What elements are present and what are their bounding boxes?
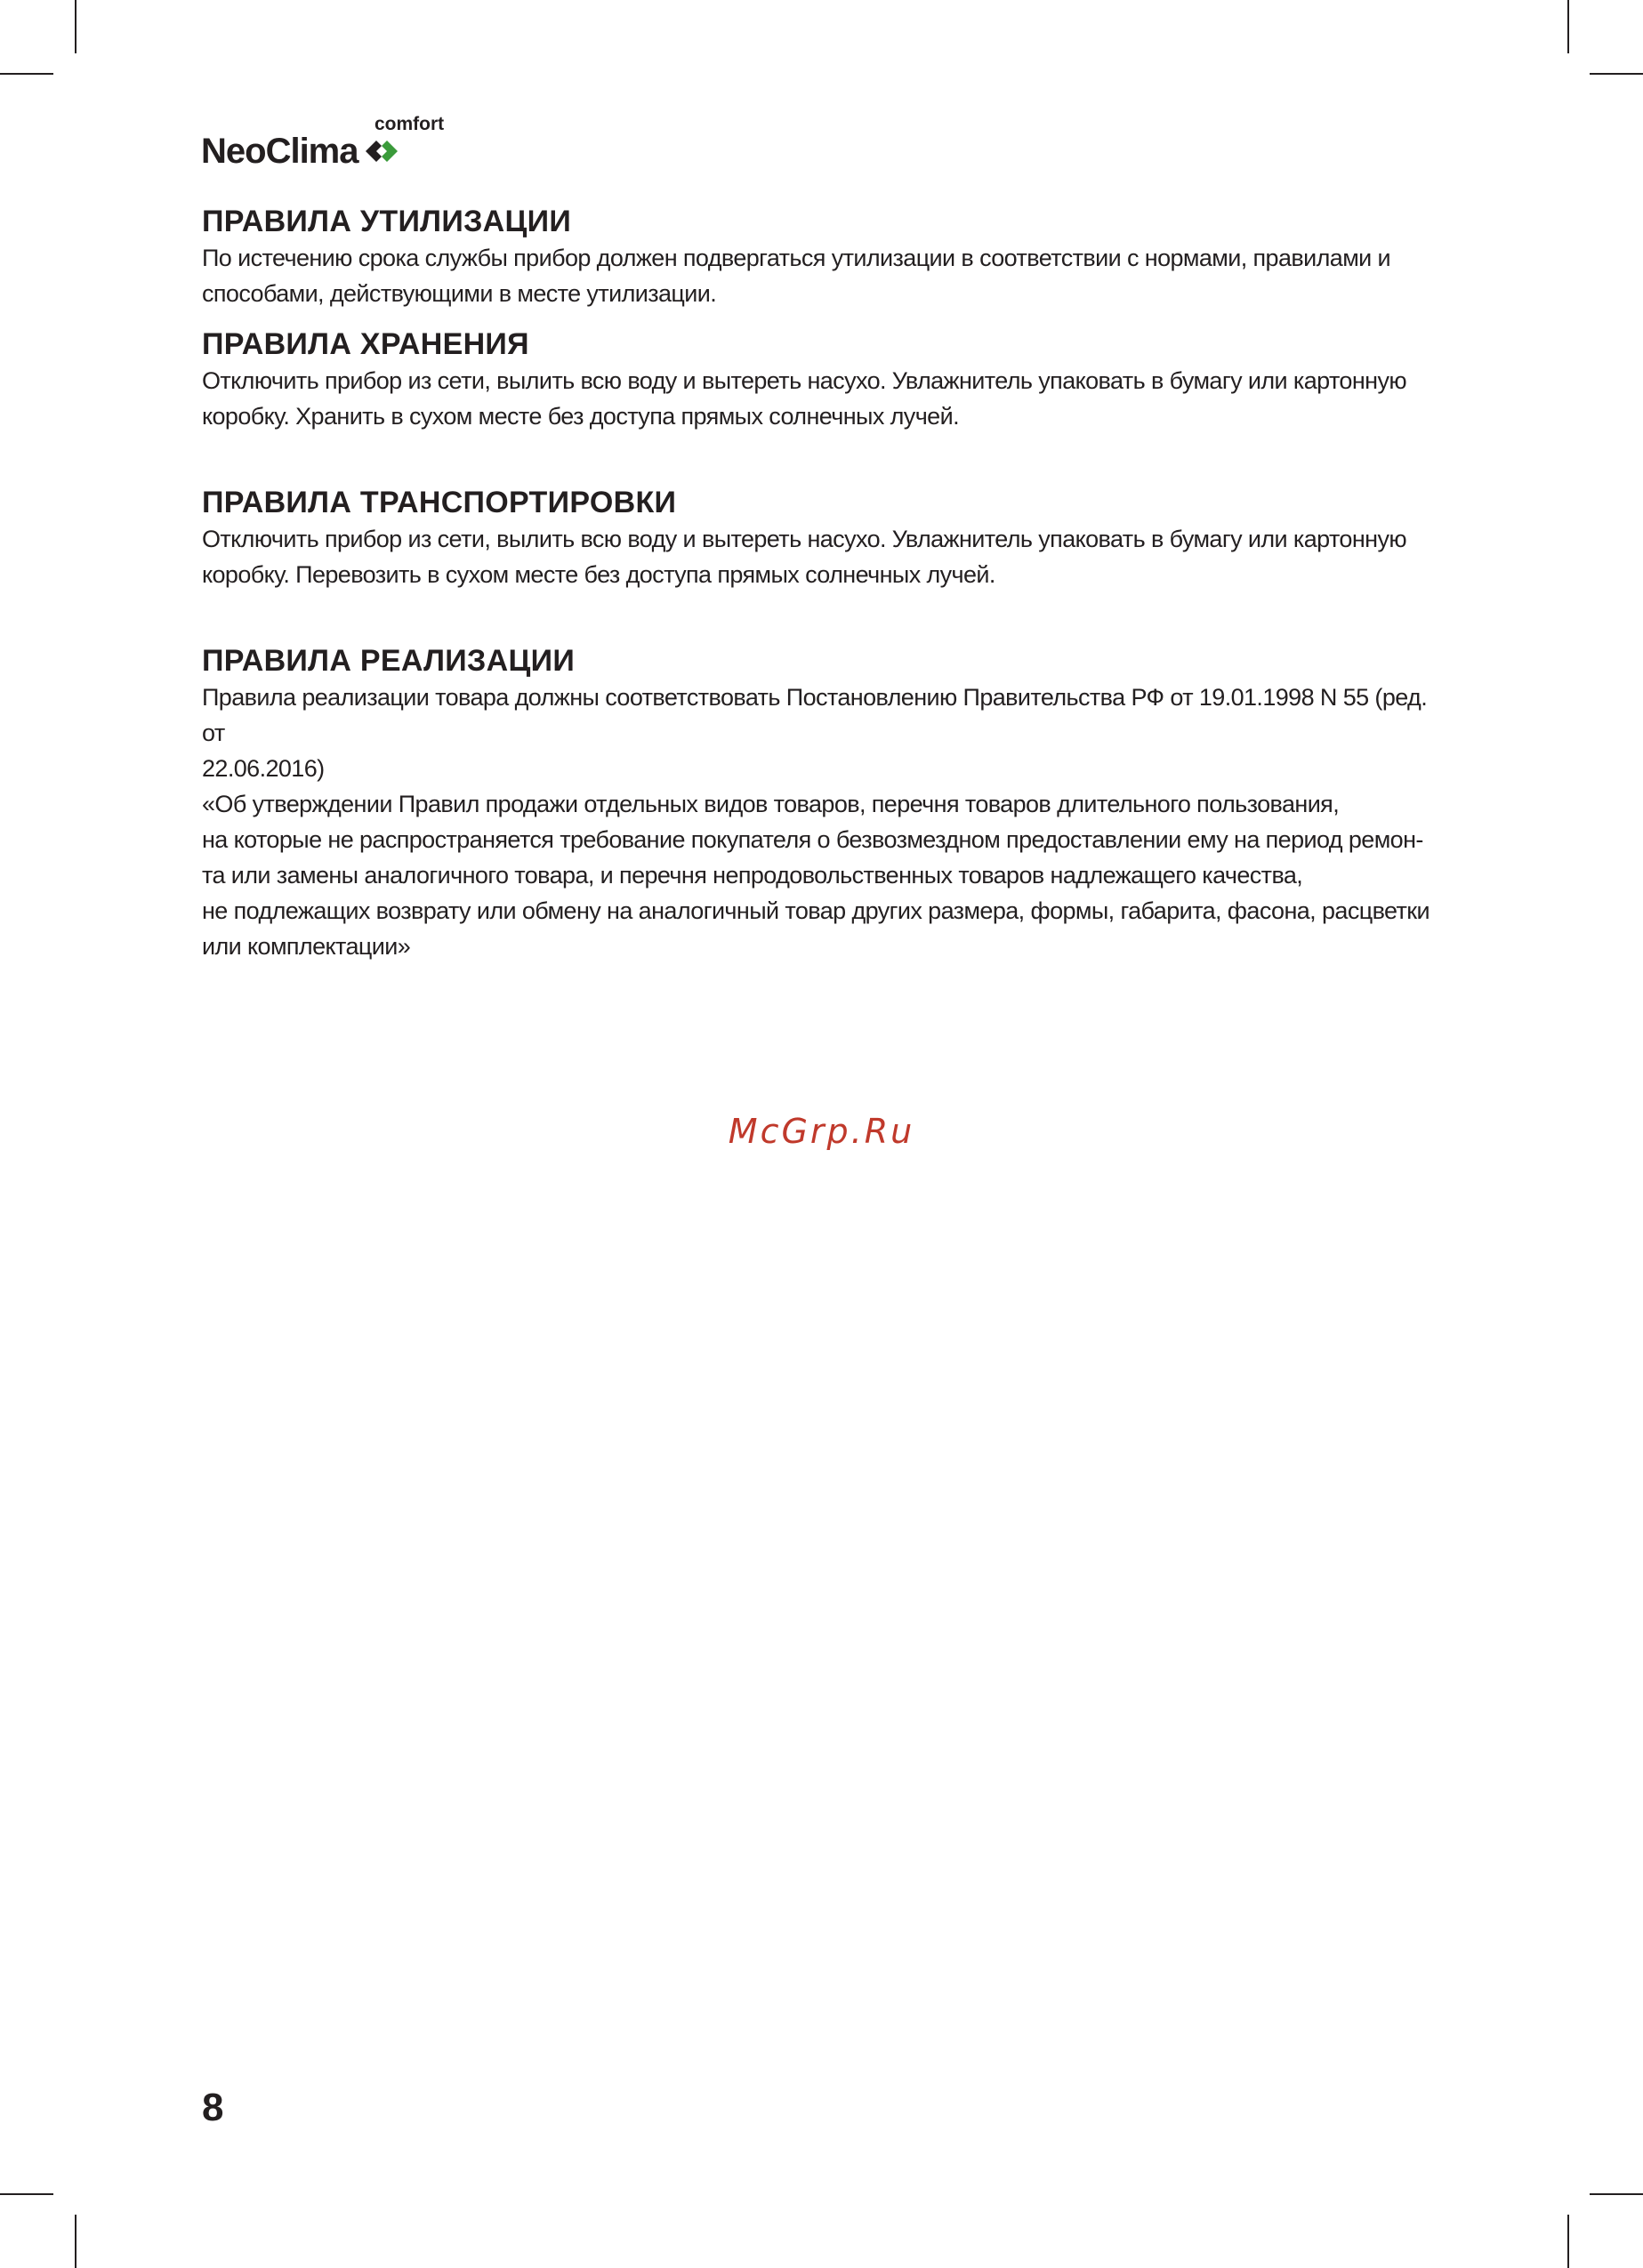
logo-wordmark: NeoClima [201,132,358,171]
paragraph-line: Отключить прибор из сети, вылить всю воду и вытереть насухо. Увлажнитель упаковать в бумагу или картонную [202,526,1406,552]
crop-mark-bottom-left-horizontal [0,2193,53,2195]
paragraph-line: или комплектации» [202,933,411,960]
crop-mark-top-left-horizontal [0,73,53,75]
section-heading: ПРАВИЛА УТИЛИЗАЦИИ [202,205,572,238]
watermark: McGrp.Ru [728,1112,915,1151]
paragraph-line: коробку. Хранить в сухом месте без доступа прямых солнечных лучей. [202,403,959,430]
paragraph-line: Отключить прибор из сети, вылить всю воду и вытереть насухо. Увлажнитель упаковать в бумагу или картонную [202,367,1406,394]
paragraph-line: «Об утверждении Правил продажи отдельных видов товаров, перечня товаров длительного пользования, [202,791,1340,817]
brand-logo [201,114,445,171]
paragraph-line: Правила реализации товара должны соответствовать Постановлению Правительства РФ от 19.01.1998 N 55 (ред. от [202,684,1428,746]
section-transportation [202,484,1438,592]
section-storage [202,326,1438,434]
crop-mark-top-right-vertical [1567,0,1569,53]
paragraph-line: коробку. Перевозить в сухом месте без доступа прямых солнечных лучей. [202,561,995,588]
crop-mark-top-left-vertical [75,0,77,53]
paragraph-line: на которые не распространяется требование покупателя о безвозмездном предоставлении ему на период ремон- [202,826,1423,853]
page-number: 8 [202,2086,224,2129]
logo-sub-text: comfort [375,114,445,134]
crop-mark-bottom-left-vertical [75,2215,77,2268]
paragraph-line: 22.06.2016) [202,755,325,782]
logo-diamond-icon [364,135,399,167]
crop-mark-bottom-right-horizontal [1590,2193,1643,2195]
paragraph-line: не подлежащих возврату или обмену на аналогичный товар других размера, формы, габарита, фасона, расцветки [202,897,1430,924]
section-heading: ПРАВИЛА ХРАНЕНИЯ [202,327,529,361]
paragraph-line: способами, действующими в месте утилизации. [202,280,717,307]
section-heading: ПРАВИЛА ТРАНСПОРТИРОВКИ [202,486,677,519]
crop-mark-top-right-horizontal [1590,73,1643,75]
document-body [202,203,1438,964]
paragraph-line: та или замены аналогичного товара, и перечня непродовольственных товаров надлежащего качества, [202,862,1303,889]
section-heading: ПРАВИЛА РЕАЛИЗАЦИИ [202,644,576,678]
section-sales [202,642,1438,964]
section-disposal [202,203,1438,311]
crop-mark-bottom-right-vertical [1567,2215,1569,2268]
paragraph-line: По истечению срока службы прибор должен подвергаться утилизации в соответствии с нормами, правилами и [202,245,1391,271]
